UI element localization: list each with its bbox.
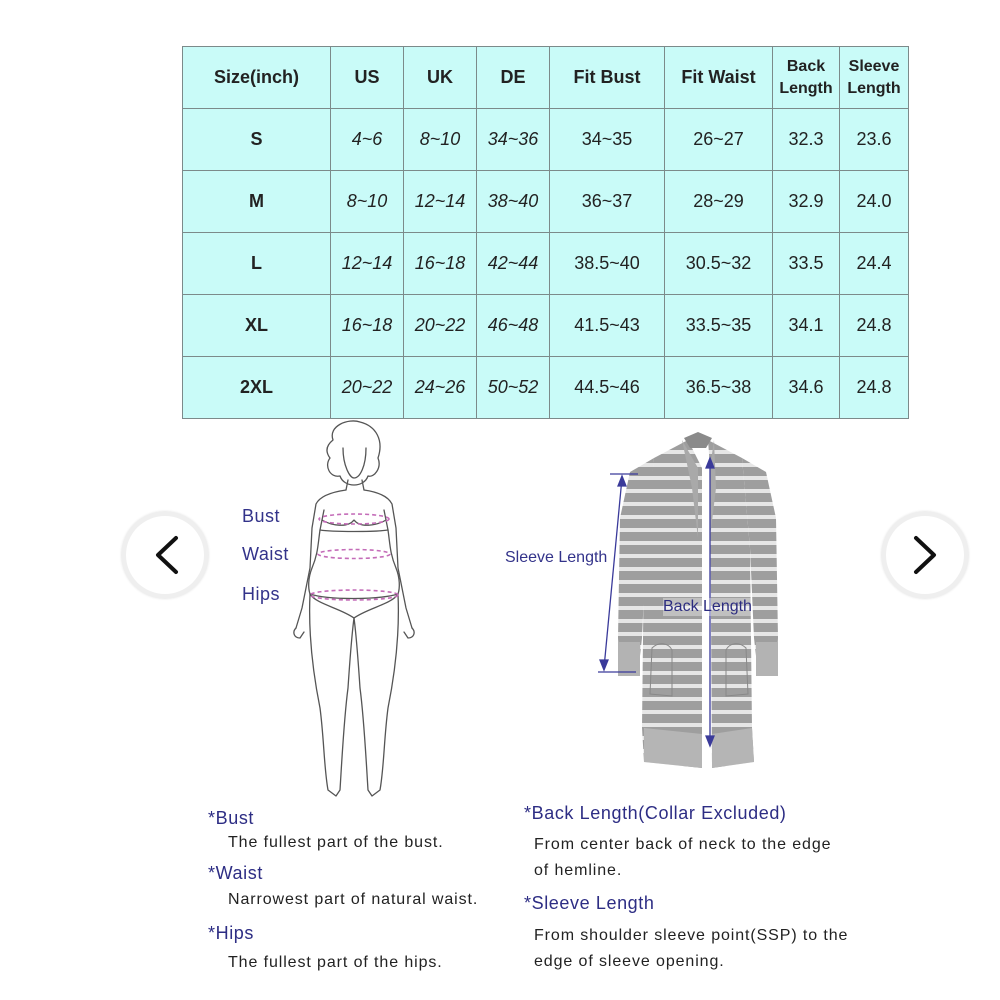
waist-definition-text: Narrowest part of natural waist. [228, 891, 479, 908]
header-fit-bust: Fit Bust [550, 47, 665, 109]
cell-fit-waist: 26~27 [665, 109, 773, 171]
cell-us: 8~10 [331, 171, 404, 233]
body-measurement-figure [288, 418, 418, 803]
cell-back-length: 32.9 [773, 171, 840, 233]
table-row [183, 171, 909, 233]
back-length-definition-line2: of hemline. [534, 862, 623, 879]
chevron-right-icon [881, 511, 969, 599]
header-de: DE [477, 47, 550, 109]
cell-us: 4~6 [331, 109, 404, 171]
table-header-row [183, 47, 909, 109]
back-length-definition-line1: From center back of neck to the edge [534, 836, 832, 853]
cell-fit-waist: 36.5~38 [665, 357, 773, 419]
cell-de: 38~40 [477, 171, 550, 233]
back-length-label: Back Length [663, 598, 752, 615]
cell-uk: 12~14 [404, 171, 477, 233]
cell-fit-bust: 36~37 [550, 171, 665, 233]
hips-label: Hips [242, 584, 281, 604]
header-uk: UK [404, 47, 477, 109]
cell-uk: 24~26 [404, 357, 477, 419]
header-us: US [331, 47, 404, 109]
previous-image-button[interactable] [121, 511, 209, 599]
cell-size: M [183, 171, 331, 233]
bust-definition-title: *Bust [208, 808, 255, 828]
cell-de: 34~36 [477, 109, 550, 171]
header-back-length-line1: Back [786, 57, 826, 75]
cell-fit-bust: 44.5~46 [550, 357, 665, 419]
cell-sleeve-length: 23.6 [840, 109, 909, 171]
header-sleeve-length-line1: Sleeve [848, 57, 900, 75]
sleeve-length-definition-title: *Sleeve Length [524, 893, 655, 913]
cell-fit-bust: 38.5~40 [550, 233, 665, 295]
cell-sleeve-length: 24.0 [840, 171, 909, 233]
cell-size: XL [183, 295, 331, 357]
sleeve-length-label: Sleeve Length [505, 549, 608, 566]
cell-uk: 20~22 [404, 295, 477, 357]
header-sleeve-length-line2: Length [847, 79, 901, 97]
cell-size: L [183, 233, 331, 295]
cell-sleeve-length: 24.8 [840, 295, 909, 357]
cell-back-length: 32.3 [773, 109, 840, 171]
cell-size: 2XL [183, 357, 331, 419]
header-sleeve-length [840, 47, 909, 109]
cell-sleeve-length: 24.4 [840, 233, 909, 295]
header-fit-waist: Fit Waist [665, 47, 773, 109]
table-row [183, 233, 909, 295]
cell-uk: 16~18 [404, 233, 477, 295]
cell-fit-waist: 28~29 [665, 171, 773, 233]
table-row [183, 109, 909, 171]
cell-uk: 8~10 [404, 109, 477, 171]
cell-fit-waist: 33.5~35 [665, 295, 773, 357]
table-row [183, 295, 909, 357]
sleeve-length-definition-line1: From shoulder sleeve point(SSP) to the [534, 927, 849, 944]
waist-label: Waist [242, 544, 289, 564]
bust-definition-text: The fullest part of the bust. [228, 834, 444, 851]
header-back-length [773, 47, 840, 109]
bust-label: Bust [242, 506, 281, 526]
header-back-length-line2: Length [779, 79, 833, 97]
next-image-button[interactable] [881, 511, 969, 599]
hips-definition-title: *Hips [208, 923, 255, 943]
table-row [183, 357, 909, 419]
cell-us: 12~14 [331, 233, 404, 295]
cell-back-length: 34.1 [773, 295, 840, 357]
back-length-definition-title: *Back Length(Collar Excluded) [524, 803, 787, 823]
hips-definition-text: The fullest part of the hips. [228, 954, 443, 971]
size-chart-table [182, 46, 909, 419]
sleeve-length-definition-line2: edge of sleeve opening. [534, 953, 725, 970]
cell-fit-waist: 30.5~32 [665, 233, 773, 295]
cell-de: 42~44 [477, 233, 550, 295]
cell-us: 20~22 [331, 357, 404, 419]
cell-de: 46~48 [477, 295, 550, 357]
cell-back-length: 33.5 [773, 233, 840, 295]
waist-definition-title: *Waist [208, 863, 263, 883]
chevron-left-icon [121, 511, 209, 599]
header-size: Size(inch) [183, 47, 331, 109]
cell-back-length: 34.6 [773, 357, 840, 419]
cell-sleeve-length: 24.8 [840, 357, 909, 419]
cell-size: S [183, 109, 331, 171]
cell-us: 16~18 [331, 295, 404, 357]
cell-fit-bust: 41.5~43 [550, 295, 665, 357]
cell-de: 50~52 [477, 357, 550, 419]
cell-fit-bust: 34~35 [550, 109, 665, 171]
